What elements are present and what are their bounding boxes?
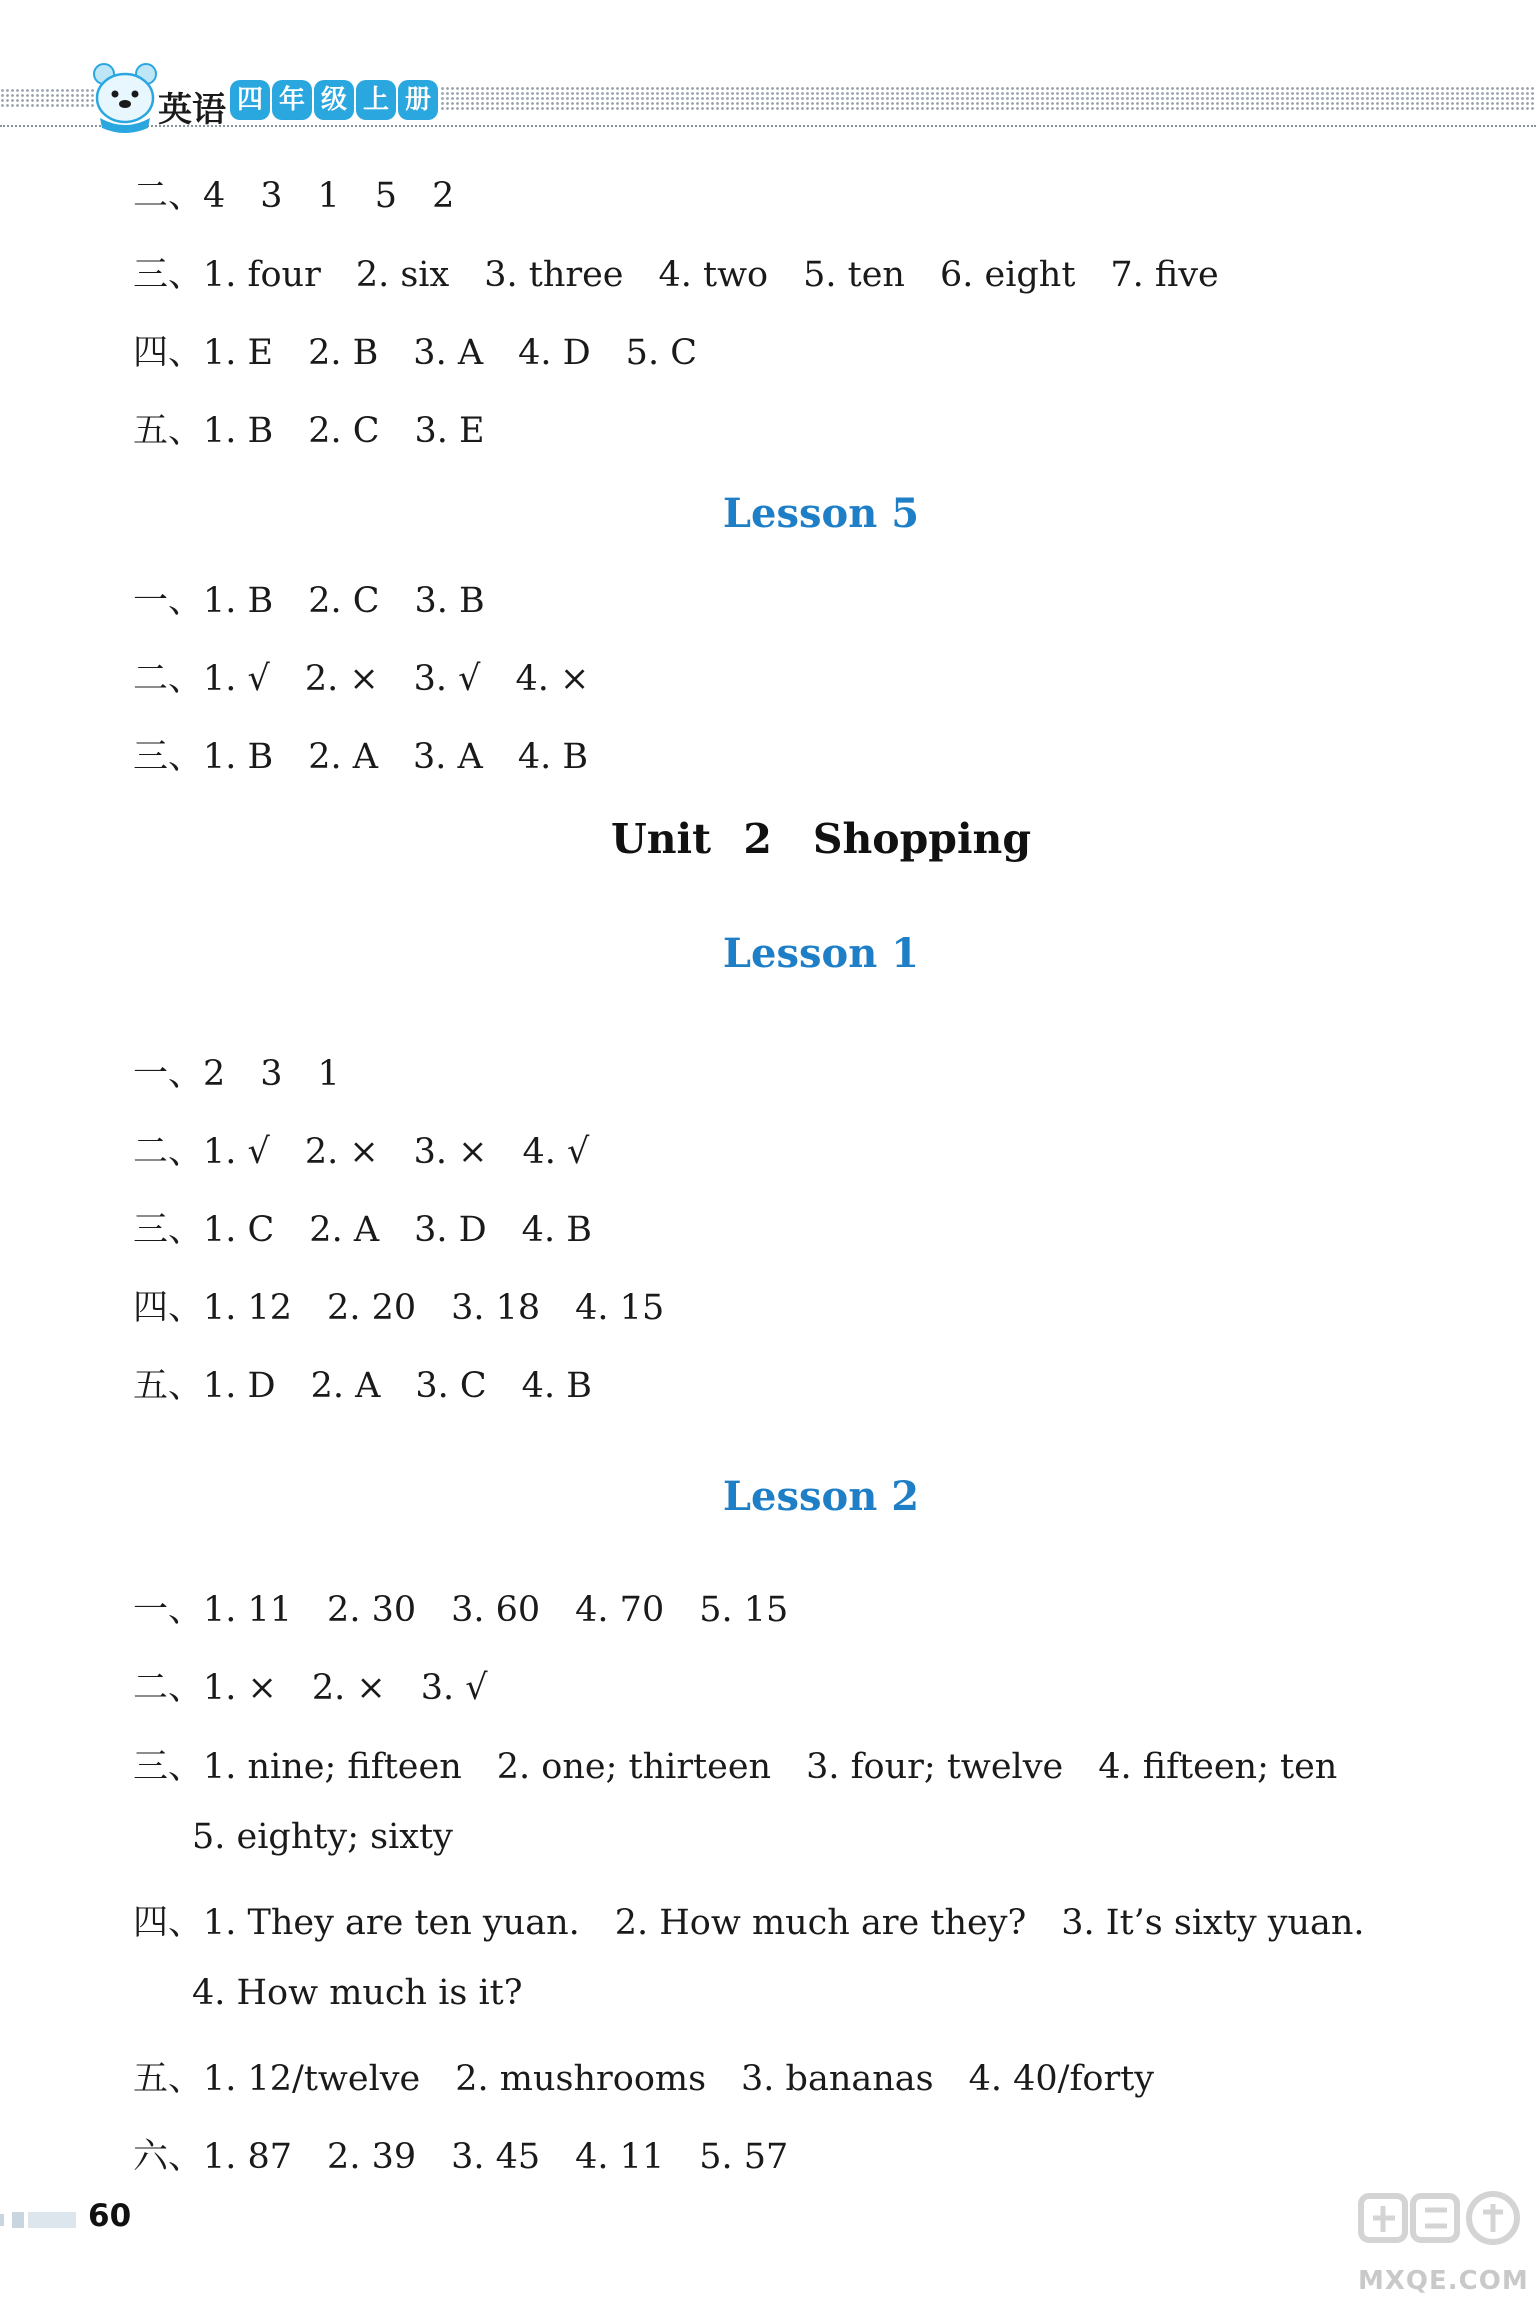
answer-line-continued: 4. How much is it?	[192, 1973, 523, 2013]
answer-line: 五、1. B 2. C 3. E	[133, 411, 485, 451]
header-dot-pattern-left	[0, 88, 95, 108]
grade-char: 四	[230, 80, 270, 120]
bear-mascot-icon	[88, 60, 162, 140]
lesson-heading: Lesson 5	[722, 490, 920, 537]
answer-line-continued: 5. eighty; sixty	[192, 1817, 453, 1857]
watermark-text: MXQE.COM	[1358, 2266, 1529, 2296]
grade-char: 级	[314, 80, 354, 120]
answer-line: 三、1. C 2. A 3. D 4. B	[133, 1210, 592, 1250]
answer-line: 四、1. E 2. B 3. A 4. D 5. C	[133, 333, 697, 373]
page-number: 60	[88, 2198, 132, 2234]
grade-char: 年	[272, 80, 312, 120]
grade-badge	[230, 80, 440, 120]
page-header	[0, 60, 1536, 140]
answer-line: 一、2 3 1	[133, 1054, 340, 1094]
header-title: 英语	[158, 90, 226, 130]
answer-line: 二、1. × 2. × 3. √	[133, 1668, 488, 1708]
answer-line: 三、1. nine; fifteen 2. one; thirteen 3. four; twelve 4. fifteen; ten	[133, 1747, 1338, 1787]
answer-line: 五、1. D 2. A 3. C 4. B	[133, 1366, 592, 1406]
grade-char: 上	[356, 80, 396, 120]
answer-line: 三、1. B 2. A 3. A 4. B	[133, 737, 589, 777]
lesson-heading: Lesson 1	[722, 930, 920, 977]
answer-line: 二、1. √ 2. × 3. × 4. √	[133, 1132, 590, 1172]
answer-line: 六、1. 87 2. 39 3. 45 4. 11 5. 57	[133, 2137, 789, 2177]
answer-line: 三、1. four 2. six 3. three 4. two 5. ten 6. eight 7. five	[133, 255, 1219, 295]
header-rule	[0, 125, 1536, 127]
header-dot-pattern-right	[440, 86, 1536, 110]
answer-line: 二、4 3 1 5 2	[133, 176, 455, 216]
answer-line: 一、1. 11 2. 30 3. 60 4. 70 5. 15	[133, 1590, 789, 1630]
answer-line: 二、1. √ 2. × 3. √ 4. ×	[133, 659, 590, 699]
unit-heading: Unit 2 Shopping	[610, 815, 1032, 863]
answer-line: 五、1. 12/twelve 2. mushrooms 3. bananas 4. 40/forty	[133, 2059, 1155, 2099]
footer-bars-icon	[0, 2210, 78, 2230]
lesson-heading: Lesson 2	[722, 1473, 920, 1520]
answer-line: 四、1. 12 2. 20 3. 18 4. 15	[133, 1288, 665, 1328]
answer-line: 一、1. B 2. C 3. B	[133, 581, 485, 621]
answer-line: 四、1. They are ten yuan. 2. How much are they? 3. It’s sixty yuan.	[133, 1903, 1365, 1943]
grade-char: 册	[398, 80, 438, 120]
